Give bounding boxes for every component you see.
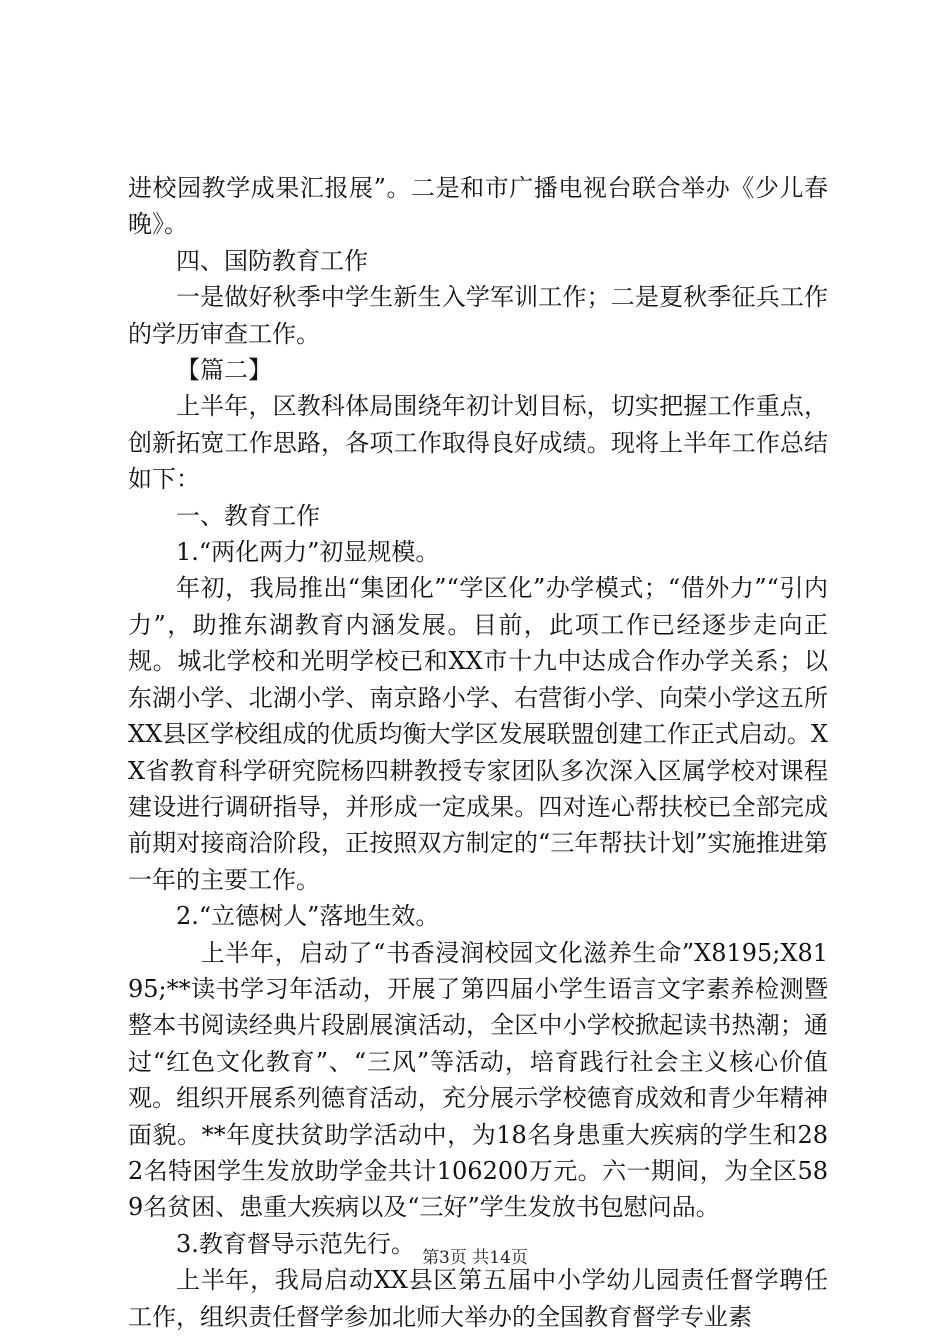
section-heading-national-defense: 四、国防教育工作	[176, 246, 368, 275]
subheading-1: 1.“两化两力”初显规模。	[176, 538, 440, 567]
paragraph-group-schooling: 年初，我局推出“集团化”“学区化”办学模式；“借外力”“引内力”，助推东湖教育内涵发展。目前，此项工作已经逐步走向正规。城北学校和光明学校已和XX市十九中达成合作办学关系；以东湖小学、北湖小学、南京路小学、右营街小学、向荣小学这五所XX县区学校组成的优质均衡大学区发展联盟创建工作正式启动。XX省教育科学研究院杨四耕教授专家团队多次深入区属学校对课程建设进行调研指导，并形成一定成果。四对连心帮扶校已全部完成前期对接商洽阶段，正按照双方制定的“三年帮扶计划”实施推进第一年的主要工作。	[128, 574, 828, 894]
paragraph-military-training: 一是做好秋季中学生新生入学军训工作；二是夏秋季征兵工作的学历审查工作。	[128, 283, 828, 348]
page-number: 第3页 共14页	[422, 1248, 528, 1268]
paragraph-1: 进校园教学成果汇报展”。二是和市广播电视台联合举办《少儿春晚》。	[128, 174, 828, 239]
paragraph-intro: 上半年，区教科体局围绕年初计划目标，切实把握工作重点，创新拓宽工作思路，各项工作取得良好成绩。现将上半年工作总结如下：	[128, 392, 828, 494]
subheading-3: 3.教育督导示范先行。	[176, 1229, 415, 1258]
paragraph-supervision: 上半年，我局启动XX县区第五届中小学幼儿园责任督学聘任工作，组织责任督学参加北师大举办的全国教育督学专业素	[128, 1266, 828, 1331]
document-body	[128, 170, 828, 1335]
part-heading-2: 【篇二】	[176, 356, 272, 385]
section-heading-education: 一、教育工作	[176, 501, 320, 530]
paragraph-moral-education: 上半年，启动了“书香浸润校园文化滋养生命”X8195;X8195;**读书学习年活动，开展了第四届小学生语言文字素养检测暨整本书阅读经典片段剧展演活动，全区中小学校掀起读书热潮；通过“红色文化教育”、“三风”等活动，培育践行社会主义核心价值观。组织开展系列德育活动，充分展示学校德育成效和青少年精神面貌。**年度扶贫助学活动中，为18名身患重大疾病的学生和282名特困学生发放助学金共计106200万元。六一期间，为全区589名贫困、患重大疾病以及“三好”学生发放书包慰问品。	[128, 938, 828, 1222]
subheading-2: 2.“立德树人”落地生效。	[176, 902, 440, 931]
